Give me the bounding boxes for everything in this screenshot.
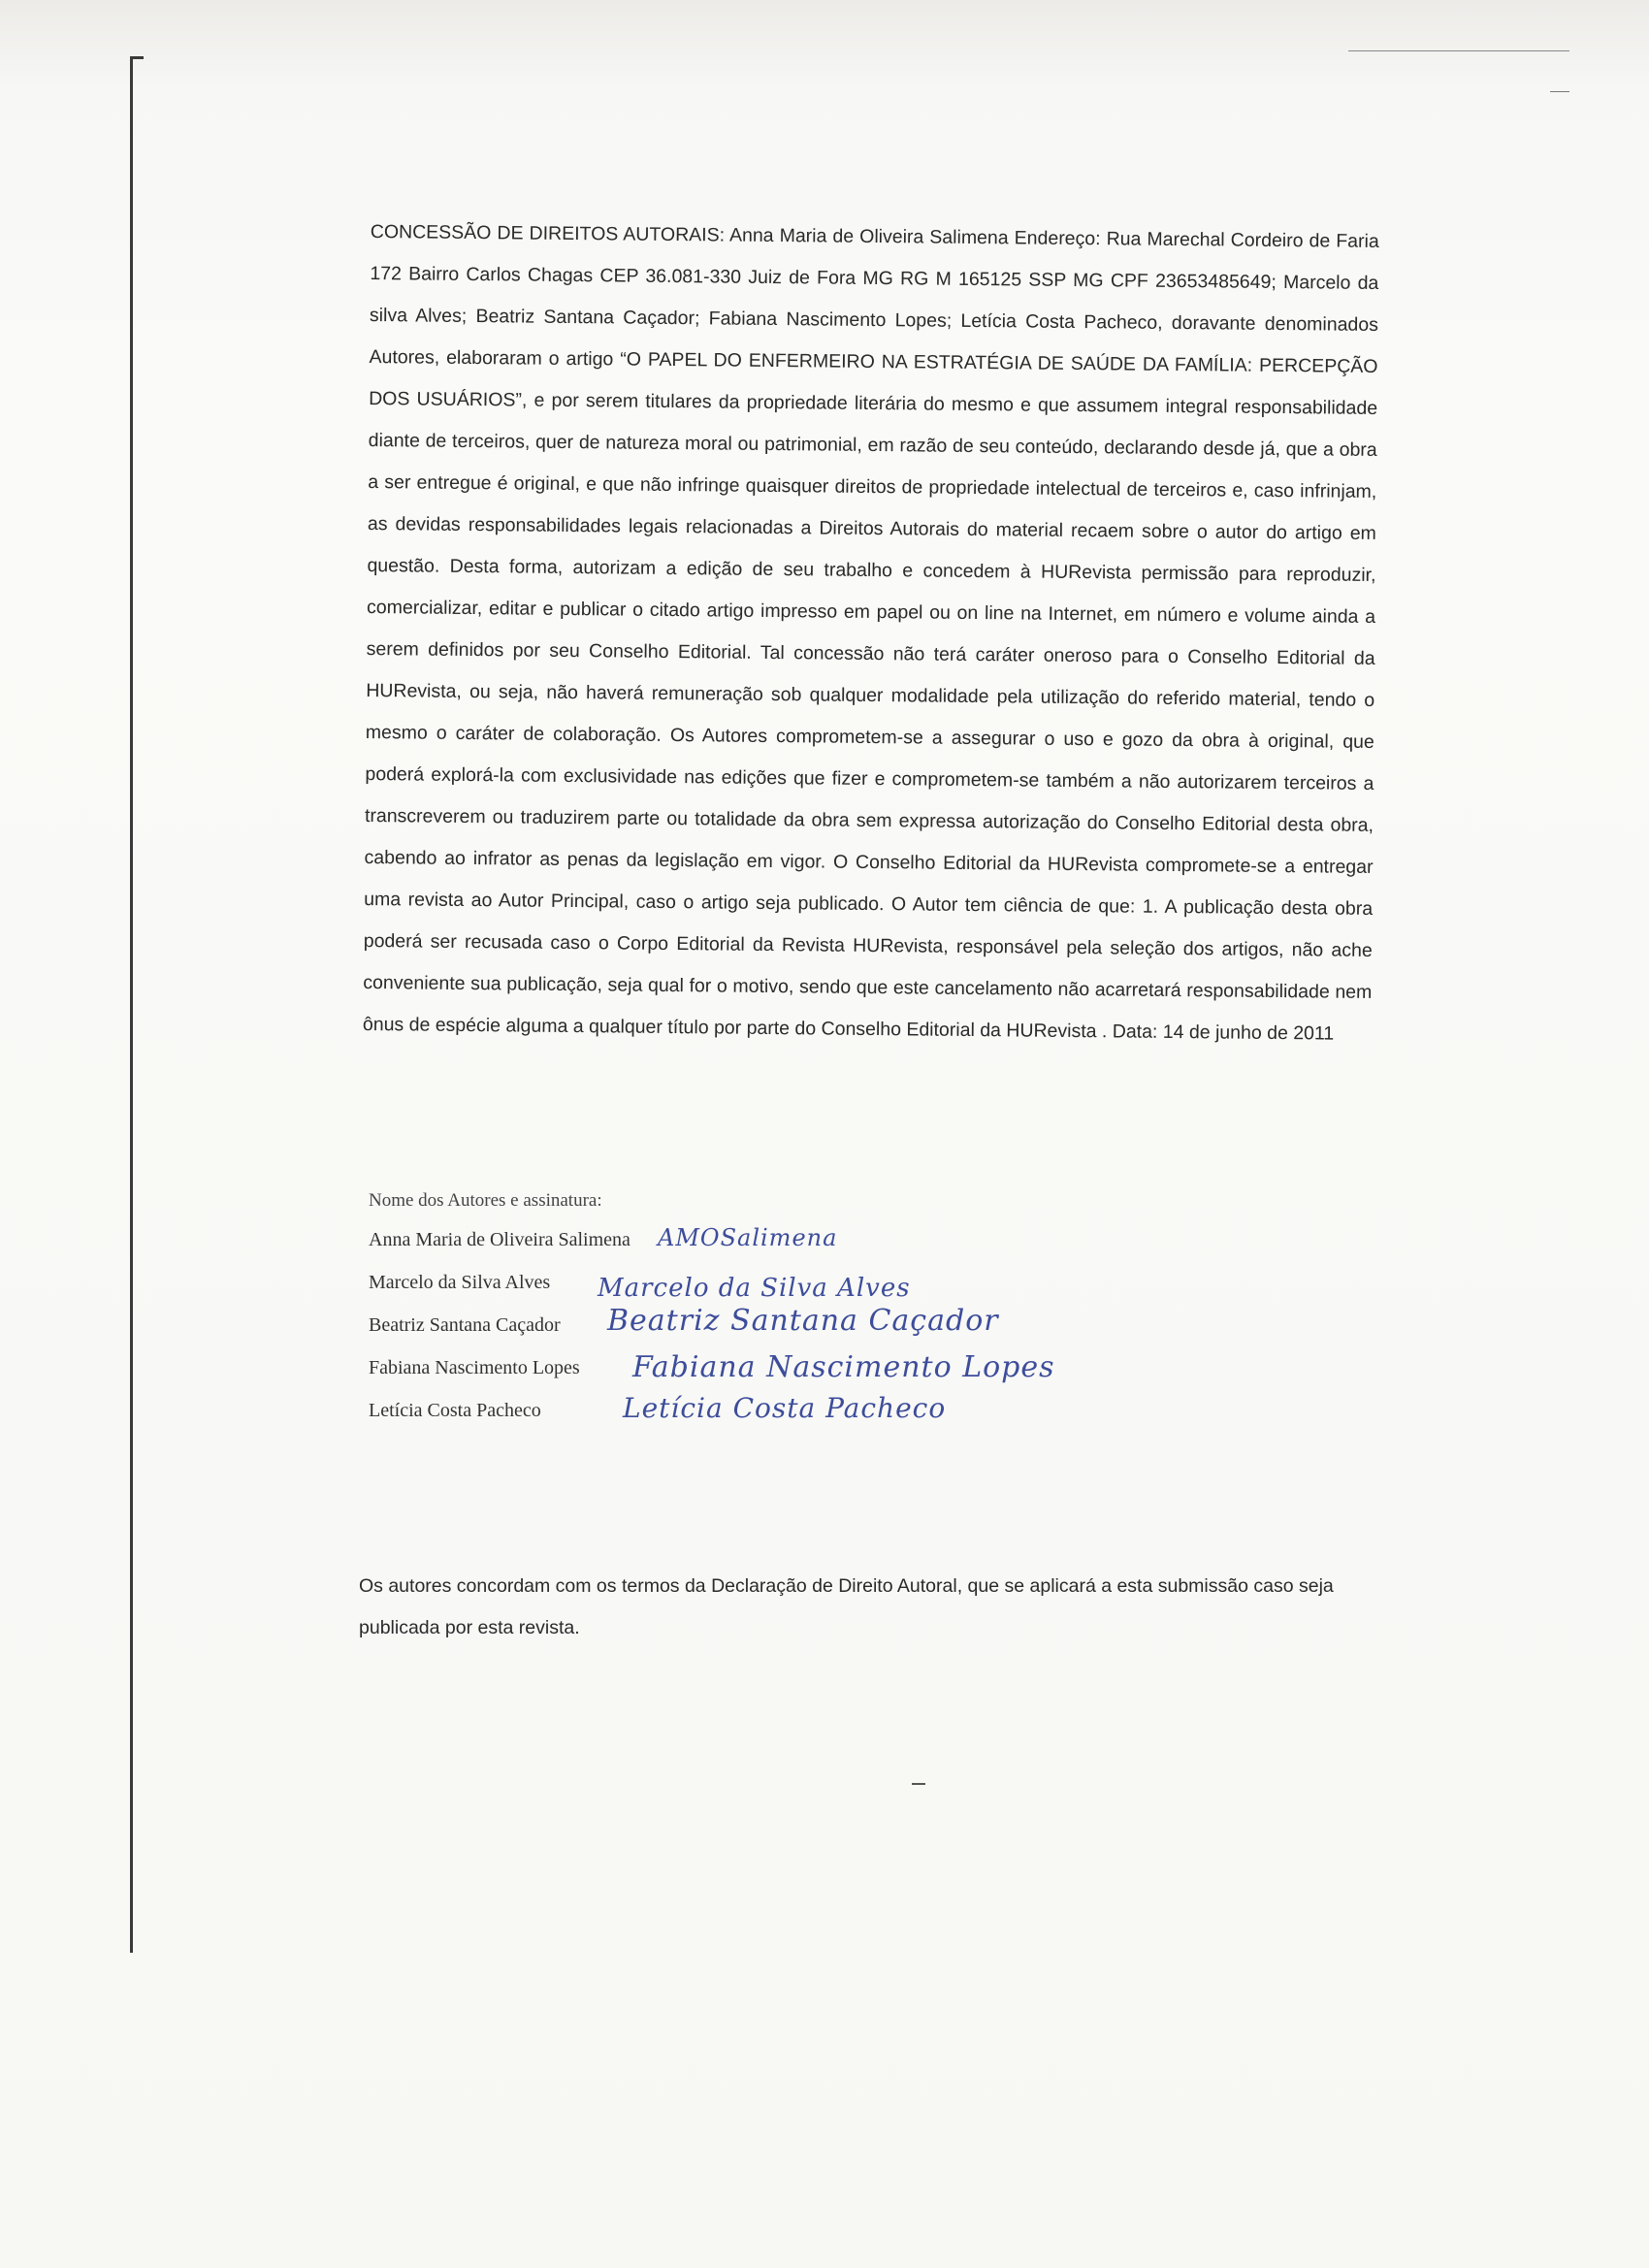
signature-row: [369, 1389, 1242, 1432]
handwritten-signature: Marcelo da Silva Alves: [598, 1274, 911, 1303]
signature-row: [369, 1218, 1242, 1261]
signatory-name: Letícia Costa Pacheco: [369, 1400, 541, 1421]
handwritten-signature: Beatriz Santana Caçador: [607, 1304, 999, 1338]
signature-row: [369, 1261, 1242, 1304]
handwritten-signature: Fabiana Nascimento Lopes: [632, 1350, 1055, 1384]
agreement-paragraph: Os autores concordam com os termos da Declaração de Direito Autoral, que se aplicará a esta submissão caso seja publicada por esta revista.: [359, 1575, 1334, 1638]
copyright-concession-paragraph: CONCESSÃO DE DIREITOS AUTORAIS: Anna Maria de Oliveira Salimena Endereço: Rua Marechal Cordeiro de Faria 172 Bairro Carlos Chagas CEP 36.081-330 Juiz de Fora MG RG M 165125 SSP MG CPF 23653485649; Marcelo da silva Alves; Beatriz Santana Caçador; Fabiana Nascimento Lopes; Letícia Costa Pacheco, doravante denominados Autores, elaboraram o artigo “O PAPEL DO ENFERMEIRO NA ESTRATÉGIA DE SAÚDE DA FAMÍLIA: PERCEPÇÃO DOS USUÁRIOS”, e por serem titulares da propriedade literária do mesmo e que assumem integral responsabilidade diante de terceiros, quer de natureza moral ou patrimonial, em razão de seu conteúdo, declarando desde já, que a obra a ser entregue é original, e que não infringe quaisquer direitos de propriedade intelectual de terceiros e, caso infrinjam, as devidas responsabilidades legais relacionadas a Direitos Autorais do material recaem sobre o autor do artigo em questão. Desta forma, autorizam a edição de seu trabalho e concedem à HURevista permissão para reproduzir, comercializar, editar e publicar o citado artigo impresso em papel ou on line na Internet, em número e volume ainda a serem definidos por seu Conselho Editorial. Tal concessão não terá caráter oneroso para o Conselho Editorial da HURevista, ou seja, não haverá remuneração sob qualquer modalidade pela utilização do referido material, tendo o mesmo o caráter de colaboração. Os Autores comprometem-se a assegurar o uso e gozo da obra à original, que poderá explorá-la com exclusividade nas edições que fizer e comprometem-se também a não autorizarem terceiros a transcreverem ou traduzirem parte ou totalidade da obra sem expressa autorização do Conselho Editorial desta obra, cabendo ao infrator as penas da legislação em vigor. O Conselho Editorial da HURevista compromete-se a entregar uma revista ao Autor Principal, caso o artigo seja publicado. O Autor tem ciência de que: 1. A publicação desta obra poderá ser recusada caso o Corpo Editorial da Revista HURevista, responsável pela seleção dos artigos, não ache conveniente sua publicação, seja qual for o motivo, sendo que este cancelamento não acarretará responsabilidade nem ônus de espécie alguma a qualquer título por parte do Conselho Editorial da HURevista . Data: 14 de junho de 2011: [362, 220, 1379, 1045]
bottom-scan-dash: [912, 1783, 925, 1785]
signature-row: [369, 1304, 1242, 1346]
left-margin-rule-tick: [130, 56, 144, 59]
top-scan-line: [1348, 50, 1569, 51]
signatory-name: Fabiana Nascimento Lopes: [369, 1357, 580, 1378]
top-scan-dash: [1550, 91, 1569, 92]
handwritten-signature: AMOSalimena: [658, 1224, 838, 1251]
left-margin-rule: [130, 56, 133, 1953]
signature-block: [369, 1183, 1242, 1432]
handwritten-signature: Letícia Costa Pacheco: [623, 1392, 947, 1424]
signature-row: [369, 1346, 1242, 1389]
signatory-name: Marcelo da Silva Alves: [369, 1272, 551, 1293]
signatory-name: Anna Maria de Oliveira Salimena: [369, 1229, 630, 1250]
signatory-name: Beatriz Santana Caçador: [369, 1314, 561, 1336]
signatures-heading: Nome dos Autores e assinatura:: [369, 1190, 602, 1211]
